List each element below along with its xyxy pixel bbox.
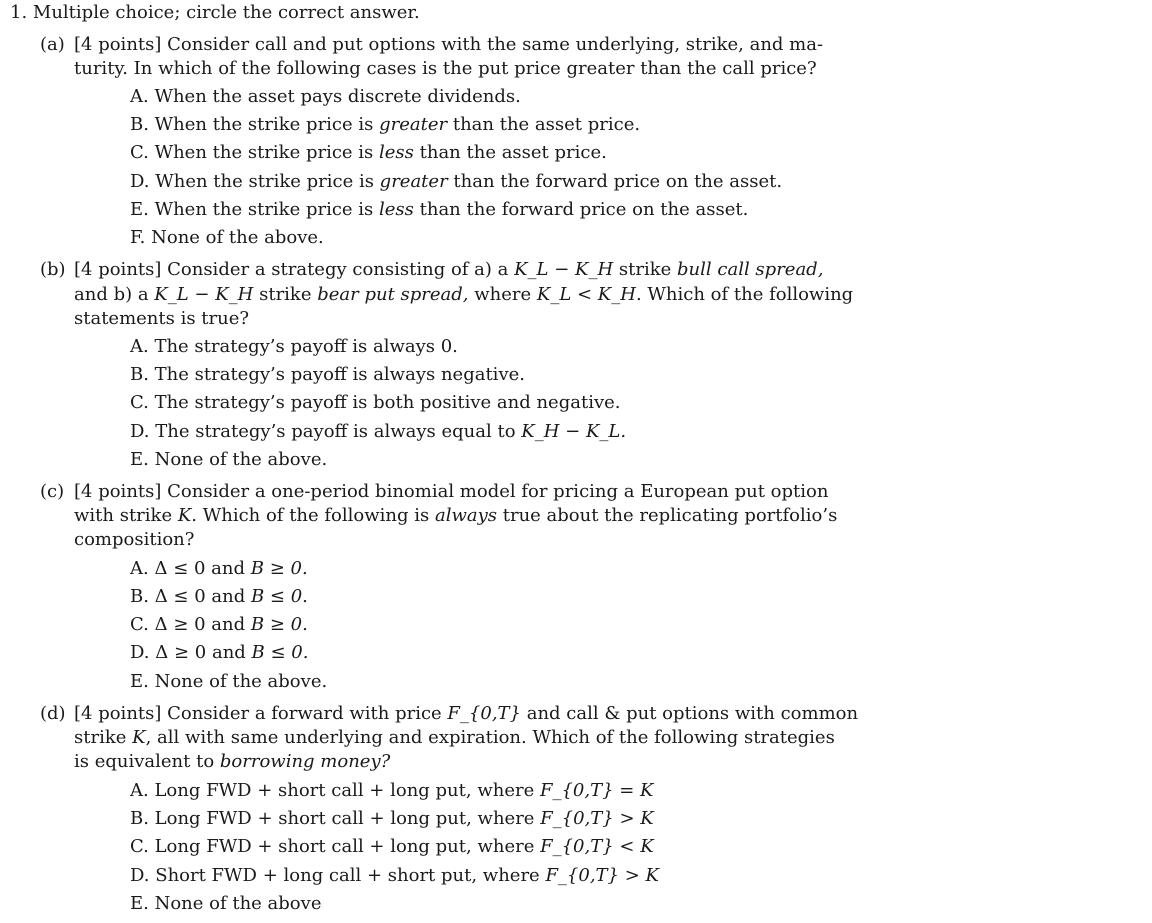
part-a-label: (a) bbox=[40, 34, 65, 55]
part-c-option-e[interactable]: E. None of the above. bbox=[130, 671, 328, 692]
part-b-stem-line1: [4 points] Consider a strategy consisting of a) a K_L − K_H strike bull call spread, bbox=[74, 259, 824, 280]
part-b-label: (b) bbox=[40, 259, 66, 280]
part-b-option-c[interactable]: C. The strategy’s payoff is both positive and negative. bbox=[130, 392, 621, 413]
part-d-stem-line3: is equivalent to borrowing money? bbox=[74, 751, 391, 772]
part-c-stem-line2: with strike K. Which of the following is always true about the replicating portfolio’s bbox=[74, 505, 838, 526]
part-c-stem-line1: [4 points] Consider a one-period binomial model for pricing a European put option bbox=[74, 481, 829, 502]
question-header: 1. Multiple choice; circle the correct answer. bbox=[10, 2, 420, 23]
part-b-option-e[interactable]: E. None of the above. bbox=[130, 449, 328, 470]
part-d-option-d[interactable]: D. Short FWD + long call + short put, where F_{0,T} > K bbox=[130, 865, 659, 886]
part-b-option-d[interactable]: D. The strategy’s payoff is always equal to K_H − K_L. bbox=[130, 421, 627, 442]
part-a-option-d[interactable]: D. When the strike price is greater than the forward price on the asset. bbox=[130, 171, 783, 192]
part-a-option-f[interactable]: F. None of the above. bbox=[130, 227, 324, 248]
part-b-stem-line2: and b) a K_L − K_H strike bear put spread, where K_L < K_H. Which of the following bbox=[74, 284, 854, 305]
part-d-option-b[interactable]: B. Long FWD + short call + long put, where F_{0,T} > K bbox=[130, 808, 654, 829]
part-a-stem-line2: turity. In which of the following cases is the put price greater than the call price? bbox=[74, 58, 817, 79]
part-c-option-c[interactable]: C. Δ ≥ 0 and B ≥ 0. bbox=[130, 614, 308, 635]
part-a-option-e[interactable]: E. When the strike price is less than the forward price on the asset. bbox=[130, 199, 749, 220]
part-d-option-e[interactable]: E. None of the above bbox=[130, 893, 322, 914]
part-c-option-b[interactable]: B. Δ ≤ 0 and B ≤ 0. bbox=[130, 586, 308, 607]
part-a-option-b[interactable]: B. When the strike price is greater than the asset price. bbox=[130, 114, 641, 135]
part-c-option-a[interactable]: A. Δ ≤ 0 and B ≥ 0. bbox=[130, 558, 308, 579]
part-a-option-c[interactable]: C. When the strike price is less than the asset price. bbox=[130, 142, 607, 163]
part-c-stem-line3: composition? bbox=[74, 529, 195, 550]
part-c-option-d[interactable]: D. Δ ≥ 0 and B ≤ 0. bbox=[130, 642, 309, 663]
part-a-stem-line1: [4 points] Consider call and put options with the same underlying, strike, and ma- bbox=[74, 34, 824, 55]
part-c-label: (c) bbox=[40, 481, 65, 502]
part-b-stem-line3: statements is true? bbox=[74, 308, 250, 329]
part-d-stem-line2: strike K, all with same underlying and expiration. Which of the following strategies bbox=[74, 727, 835, 748]
part-d-stem-line1: [4 points] Consider a forward with price F_{0,T} and call & put options with common bbox=[74, 703, 859, 724]
part-b-option-a[interactable]: A. The strategy’s payoff is always 0. bbox=[130, 336, 458, 357]
part-d-label: (d) bbox=[40, 703, 66, 724]
part-d-option-a[interactable]: A. Long FWD + short call + long put, where F_{0,T} = K bbox=[130, 780, 654, 801]
part-b-option-b[interactable]: B. The strategy’s payoff is always negative. bbox=[130, 364, 525, 385]
part-d-option-c[interactable]: C. Long FWD + short call + long put, where F_{0,T} < K bbox=[130, 836, 654, 857]
part-a-option-a[interactable]: A. When the asset pays discrete dividends. bbox=[130, 86, 521, 107]
